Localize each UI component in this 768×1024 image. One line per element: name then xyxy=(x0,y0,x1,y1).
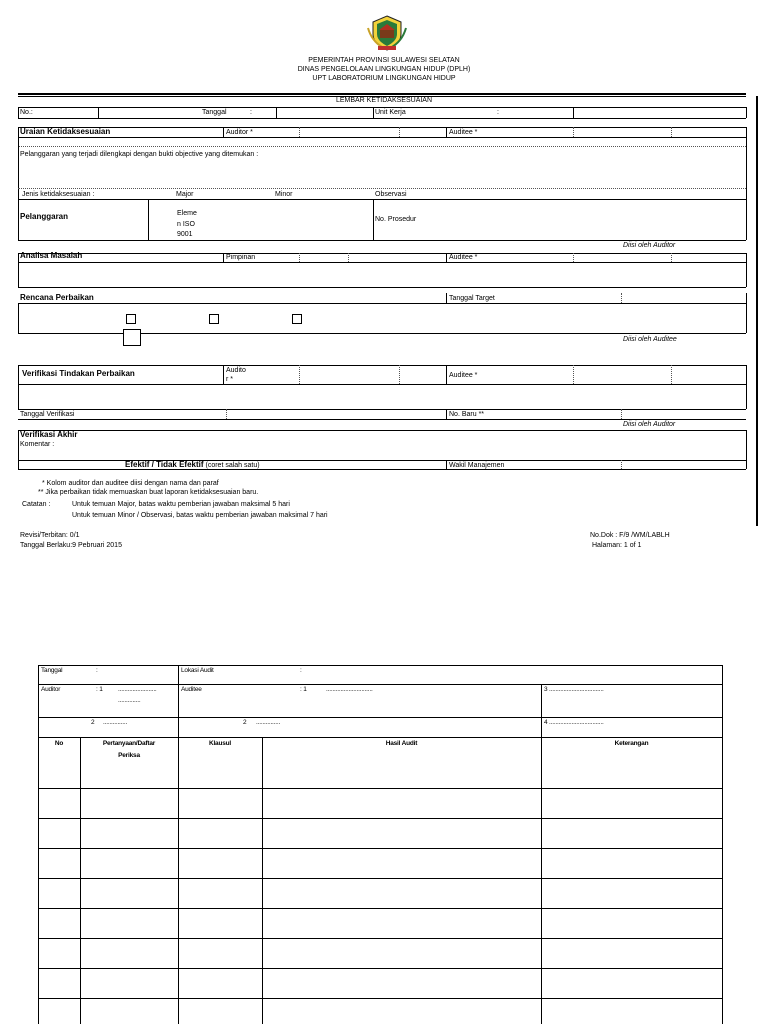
diisi-auditor-note: Diisi oleh Auditor xyxy=(623,242,676,249)
auditee-number-1: : 1 xyxy=(300,686,307,693)
unit-kerja-label: Unit Kerja xyxy=(375,109,406,116)
column-header-klausul: Klausul xyxy=(208,740,232,747)
checklist-lokasi-label: Lokasi Audit xyxy=(181,667,214,674)
tanggal-label: Tanggal xyxy=(202,109,227,116)
elemen-iso-line3: 9001 xyxy=(177,231,193,238)
catatan-label: Catatan : xyxy=(22,501,51,508)
header-line-3: UPT LABORATORIUM LINGKUNGAN HIDUP xyxy=(312,75,456,82)
pelanggaran-label: Pelanggaran xyxy=(20,212,69,221)
government-seal-logo xyxy=(366,14,408,52)
checklist-auditor-label: Auditor xyxy=(41,686,61,693)
auditee-label: Auditee * xyxy=(449,372,478,379)
note-1: * Kolom auditor dan auditee diisi dengan nama dan paraf xyxy=(42,480,219,487)
auditor-label-line2: r * xyxy=(226,376,233,383)
colon: : xyxy=(497,109,499,116)
colon: : xyxy=(300,667,302,674)
auditee-label: Auditee * xyxy=(449,129,478,136)
tanggal-target-label: Tanggal Target xyxy=(449,295,495,302)
colon: : xyxy=(250,109,252,116)
elemen-iso-line2: n ISO xyxy=(177,221,195,228)
major-option: Major xyxy=(176,191,194,198)
observasi-option: Observasi xyxy=(375,191,407,198)
auditor-label: Auditor * xyxy=(226,129,253,136)
auditor-number-1: : 1 xyxy=(96,686,103,693)
no-baru-label: No. Baru ** xyxy=(449,411,485,418)
tanggal-verifikasi-label: Tanggal Verifikasi xyxy=(20,411,75,418)
auditee-number-4: 4 xyxy=(544,719,548,726)
auditee-number-3: 3 xyxy=(544,686,548,693)
auditee-dots-1: ............................. xyxy=(326,686,373,693)
auditor-label-line1: Audito xyxy=(226,367,246,374)
rencana-label: Rencana Perbaikan xyxy=(20,293,94,302)
komentar-label: Komentar : xyxy=(20,441,55,448)
colon: : xyxy=(96,667,98,674)
checkbox-large[interactable] xyxy=(123,329,141,346)
header-line-1: PEMERINTAH PROVINSI SULAWESI SELATAN xyxy=(308,57,460,64)
auditor-number-2: 2 xyxy=(91,719,95,726)
minor-option: Minor xyxy=(275,191,293,198)
analisa-label: Analisa Masalah xyxy=(20,251,83,260)
revisi-text: Revisi/Terbitan: 0/1 xyxy=(20,532,80,539)
column-header-no: No xyxy=(54,740,64,747)
auditor-dots-1: ........................ xyxy=(118,686,157,693)
wakil-manajemen-label: Wakil Manajemen xyxy=(449,462,505,469)
no-label: No.: xyxy=(20,109,33,116)
no-prosedur-label: No. Prosedur xyxy=(375,216,417,223)
auditee-label: Auditee * xyxy=(449,254,478,261)
checklist-tanggal-label: Tanggal xyxy=(41,667,63,674)
diisi-auditor-note: Diisi oleh Auditor xyxy=(623,421,676,428)
catatan-2: Untuk temuan Minor / Observasi, batas waktu pemberian jawaban maksimal 7 hari xyxy=(72,512,328,519)
uraian-label: Uraian Ketidaksesuaian xyxy=(20,127,111,136)
nodok-text: No.Dok : F/9 /WM/LABLH xyxy=(590,532,670,539)
jenis-label: Jenis ketidaksesuaian : xyxy=(22,191,95,198)
column-header-keterangan: Keterangan xyxy=(614,740,649,747)
pelanggaran-description: Pelanggaran yang terjadi dilengkapi dengan bukti objective yang ditemukan : xyxy=(20,151,259,158)
auditee-dots-3: .................................. xyxy=(549,686,604,693)
checklist-auditee-label: Auditee xyxy=(181,686,202,693)
auditee-dots-4: .................................. xyxy=(549,719,604,726)
auditor-dots-2: ............... xyxy=(103,719,128,726)
elemen-iso-line1: Eleme xyxy=(177,210,197,217)
halaman-text: Halaman: 1 of 1 xyxy=(592,542,642,549)
auditee-number-2: 2 xyxy=(243,719,247,726)
column-header-pertanyaan-line2: Periksa xyxy=(118,752,140,759)
diisi-auditee-note: Diisi oleh Auditee xyxy=(623,336,677,343)
catatan-1: Untuk temuan Major, batas waktu pemberian jawaban maksimal 5 hari xyxy=(72,501,290,508)
column-header-pertanyaan-line1: Pertanyaan/Daftar xyxy=(102,740,156,747)
checkbox-3[interactable] xyxy=(292,314,302,324)
verifikasi-akhir-label: Verifikasi Akhir xyxy=(20,430,78,439)
verifikasi-label: Verifikasi Tindakan Perbaikan xyxy=(22,369,135,378)
header-line-2: DINAS PENGELOLAAN LINGKUNGAN HIDUP (DPLH) xyxy=(297,66,471,73)
pimpinan-label: Pimpinan xyxy=(226,254,256,261)
auditee-dots-2: ............... xyxy=(256,719,281,726)
checkbox-2[interactable] xyxy=(209,314,219,324)
efektif-statement: Efektif / Tidak Efektif (coret salah satu) xyxy=(125,460,260,469)
checkbox-1[interactable] xyxy=(126,314,136,324)
form-title: LEMBAR KETIDAKSESUAIAN xyxy=(335,97,433,104)
auditor-dots-1b: .............. xyxy=(118,697,141,704)
column-header-hasil-audit: Hasil Audit xyxy=(385,740,418,747)
tanggal-berlaku-text: Tanggal Berlaku:9 Pebruari 2015 xyxy=(20,542,122,549)
note-2: ** Jika perbaikan tidak memuaskan buat laporan ketidaksesuaian baru. xyxy=(38,489,259,496)
